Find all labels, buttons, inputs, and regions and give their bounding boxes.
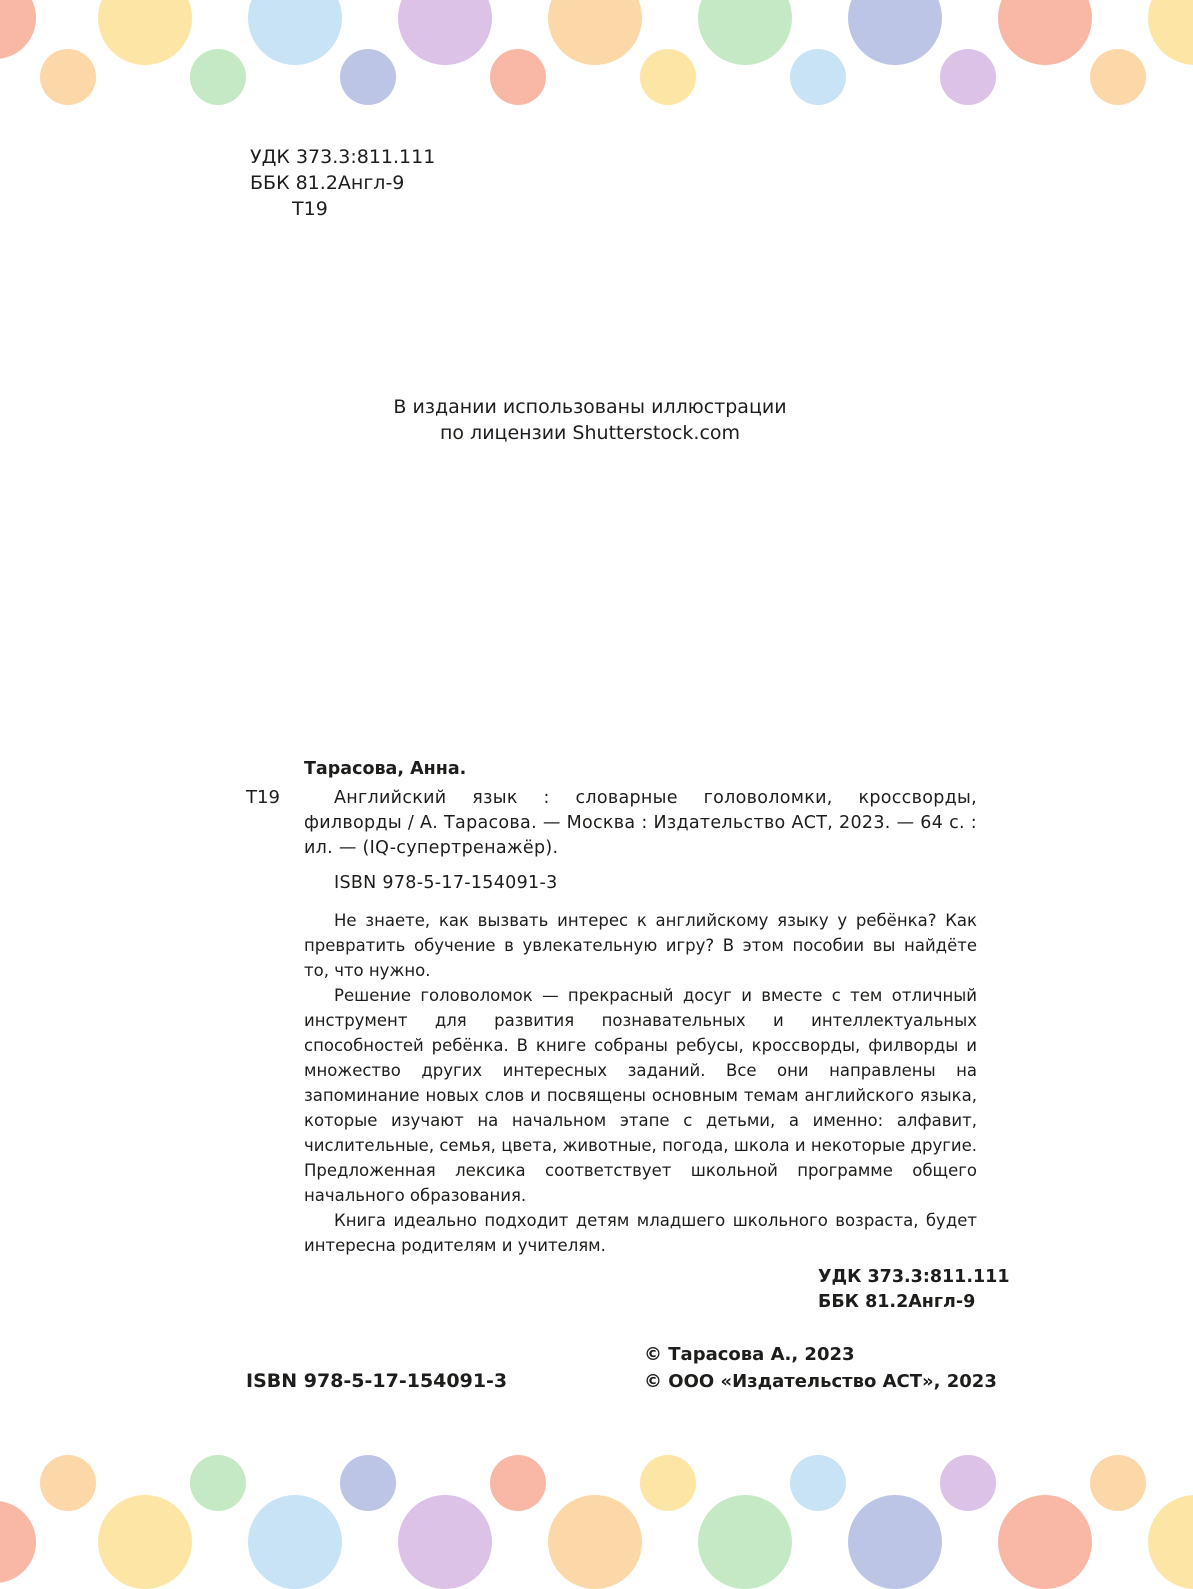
illustrations-note	[300, 394, 880, 446]
annotation-paragraph-3: Книга идеально подходит детям младшего школьного возраста, будет интересна родителям и учителям.	[304, 1211, 977, 1255]
bottom-border-dot	[698, 1495, 792, 1589]
classification-udk: УДК 373.3:811.111	[818, 1267, 1010, 1287]
bottom-dot-border	[0, 1455, 1193, 1565]
bibliographic-description: Английский язык : словарные головоломки, кроссворды, филворды / А. Тарасова. — Москва : Издательство АСТ, 2023. — 64 с. : ил. — (IQ-супертренажёр).	[304, 788, 977, 858]
top-border-dot	[398, 0, 492, 65]
bottom-border-dot	[848, 1495, 942, 1589]
top-border-dot	[1090, 49, 1146, 105]
bottom-border-dot	[190, 1455, 246, 1511]
author-name: Тарасова, Анна.	[304, 759, 467, 779]
annotation	[304, 908, 977, 1258]
top-border-dot	[340, 49, 396, 105]
top-border-dot	[640, 49, 696, 105]
classification-block	[818, 1265, 1010, 1315]
bottom-border-dot	[1090, 1455, 1146, 1511]
copyright-block	[644, 1341, 997, 1395]
header-bbk: ББК 81.2Англ-9	[250, 172, 405, 194]
bottom-border-dot	[0, 1501, 36, 1583]
header-classification	[250, 144, 435, 222]
top-border-dot	[940, 49, 996, 105]
footer-isbn: ISBN 978-5-17-154091-3	[246, 1370, 508, 1392]
top-border-dot	[248, 0, 342, 65]
bottom-border-dot	[1148, 1495, 1193, 1589]
top-border-dot	[1148, 0, 1193, 65]
annotation-paragraph-2: Решение головоломок — прекрасный досуг и вместе с тем отличный инструмент для развития познавательных и интеллектуальных способностей ребёнка. В книге собраны ребусы, кроссворды, филворды и множество других интересных заданий. Все они направлены на запоминание новых слов и посвящены основным темам английского языка, которые изучают на начальном этапе с детьми, а именно: алфавит, числительные, семья, цвета, животные, погода, школа и некоторые другие. Предложенная лексика соответствует школьной программе общего начального образования.	[304, 986, 977, 1205]
top-border-dot	[698, 0, 792, 65]
top-border-dot	[790, 49, 846, 105]
top-border-dot	[548, 0, 642, 65]
author-mark-code: Т19	[246, 787, 280, 808]
top-border-dot	[998, 0, 1092, 65]
bibliographic-record	[304, 757, 977, 1258]
illustrations-note-line1: В издании использованы иллюстрации	[393, 396, 787, 418]
bottom-border-dot	[548, 1495, 642, 1589]
bottom-border-dot	[40, 1455, 96, 1511]
classification-bbk: ББК 81.2Англ-9	[818, 1292, 976, 1312]
header-author-mark: Т19	[292, 198, 328, 220]
top-border-dot	[190, 49, 246, 105]
bottom-border-dot	[490, 1455, 546, 1511]
bottom-border-dot	[398, 1495, 492, 1589]
bottom-border-dot	[998, 1495, 1092, 1589]
bibliographic-isbn: ISBN 978-5-17-154091-3	[334, 873, 558, 893]
top-border-dot	[98, 0, 192, 65]
illustrations-note-line2: по лицензии Shutterstock.com	[439, 422, 741, 444]
bottom-border-dot	[940, 1455, 996, 1511]
bottom-border-dot	[248, 1495, 342, 1589]
copyright-author: © Тарасова А., 2023	[644, 1344, 855, 1365]
bottom-border-dot	[790, 1455, 846, 1511]
top-border-dot	[848, 0, 942, 65]
annotation-paragraph-1: Не знаете, как вызвать интерес к английскому языку у ребёнка? Как превратить обучение в увлекательную игру? В этом пособии вы найдёте то, что нужно.	[304, 911, 977, 980]
bottom-border-dot	[98, 1495, 192, 1589]
top-dot-border	[0, 0, 1193, 110]
top-border-dot	[40, 49, 96, 105]
header-udk: УДК 373.3:811.111	[250, 146, 436, 168]
top-border-dot	[0, 0, 36, 59]
top-border-dot	[490, 49, 546, 105]
bottom-border-dot	[340, 1455, 396, 1511]
bottom-border-dot	[640, 1455, 696, 1511]
copyright-publisher: © ООО «Издательство АСТ», 2023	[644, 1371, 997, 1392]
